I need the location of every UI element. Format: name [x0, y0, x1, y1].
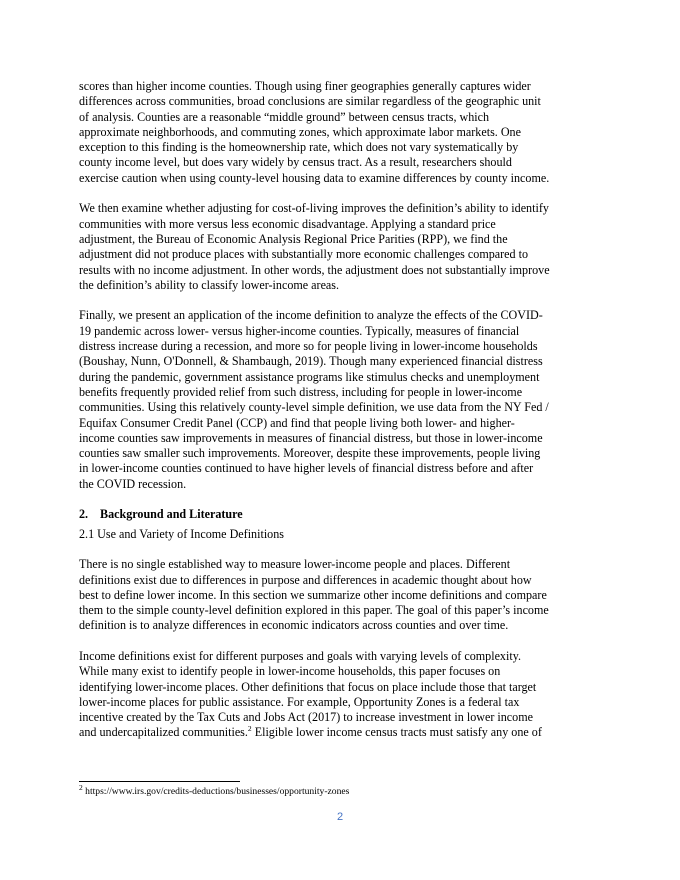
body-paragraph-2: [79, 649, 605, 741]
text-line: Finally, we present an application of the income definition to analyze the effects of the COVID-: [79, 308, 543, 323]
text-line: 19 pandemic across lower- versus higher-income counties. Typically, measures of financial: [79, 323, 520, 338]
footnote-marker: 2: [79, 782, 83, 792]
text-line: [79, 725, 605, 740]
text-line: benefits frequently provided relief from such distress, including for people in lower-income: [79, 384, 523, 399]
intro-paragraph-2: [79, 201, 605, 293]
section-heading: [79, 507, 605, 522]
text-line: income counties saw improvements in measures of financial distress, but those in lower-income: [79, 430, 543, 445]
intro-paragraph-3: [79, 308, 605, 492]
text-segment: Eligible lower income census tracts must satisfy any one of: [251, 725, 542, 740]
text-line: of analysis. Counties are a reasonable “middle ground” between census tracts, which: [79, 109, 490, 124]
text-line: exception to this finding is the homeownership rate, which does not vary systematically by: [79, 140, 519, 155]
footnote-reference[interactable]: 2: [247, 724, 252, 734]
footnote-separator: [79, 781, 240, 782]
text-line: adjustment did not produce places with substantially more economic challenges compared to: [79, 247, 529, 262]
text-line: Income definitions exist for different purposes and goals with varying levels of complexity.: [79, 648, 521, 663]
text-line: Equifax Consumer Credit Panel (CCP) and find that people living both lower- and higher-: [79, 415, 515, 430]
text-line: communities. Using this relatively county-level simple definition, we use data from the NY Fed /: [79, 400, 549, 415]
text-line: exercise caution when using county-level housing data to examine differences by county income.: [79, 170, 550, 185]
text-line: distress increase during a recession, and more so for people living in lower-income households: [79, 339, 538, 354]
text-line: county income level, but does vary widely by census tract. As a result, researchers should: [79, 155, 512, 170]
footnote: [79, 782, 350, 798]
text-line: during the pandemic, government assistance programs like stimulus checks and unemployment: [79, 369, 540, 384]
text-line: lower-income places for public assistance. For example, Opportunity Zones is a federal tax: [79, 694, 520, 709]
intro-paragraph-1: [79, 79, 605, 186]
text-line: scores than higher income counties. Though using finer geographies generally captures wider: [79, 79, 531, 93]
text-line: identifying lower-income places. Other definitions that focus on place include those that target: [79, 679, 537, 694]
text-line: approximate neighborhoods, and commuting zones, which approximate labor markets. One: [79, 124, 521, 139]
text-line: While many exist to identify people in lower-income households, this paper focuses on: [79, 664, 501, 679]
text-line: communities with more versus less economic disadvantage. Applying a standard price: [79, 216, 496, 231]
section-title: Background and Literature: [100, 507, 243, 522]
section-number: 2.: [79, 507, 89, 522]
text-line: the definition’s ability to classify lower-income areas.: [79, 277, 340, 292]
text-line: We then examine whether adjusting for cost-of-living improves the definition’s ability to identify: [79, 201, 549, 216]
page-number: 2: [336, 811, 344, 823]
text-line: (Boushay, Nunn, O'Donnell, & Shambaugh, 2019). Though many experienced financial distress: [79, 354, 543, 369]
body-paragraph-1: [79, 557, 605, 633]
text-line: best to define lower income. In this section we summarize other income definitions and compare: [79, 587, 547, 602]
subsection-heading: 2.1 Use and Variety of Income Definitions: [79, 526, 284, 541]
text-line: counties saw smaller such improvements. Moreover, despite these improvements, people living: [79, 446, 541, 461]
text-line: definition is to analyze differences in economic indicators across counties and over time.: [79, 618, 509, 633]
document-page: [79, 79, 605, 756]
text-line: in lower-income counties continued to have higher levels of financial distress before and after: [79, 461, 534, 476]
text-segment: and undercapitalized communities.: [79, 725, 248, 740]
text-line: There is no single established way to measure lower-income people and places. Different: [79, 557, 511, 572]
text-line: results with no income adjustment. In other words, the adjustment does not substantially improve: [79, 262, 550, 277]
text-line: them to the simple county-level definition explored in this paper. The goal of this paper’s income: [79, 603, 549, 618]
text-line: incentive created by the Tax Cuts and Jobs Act (2017) to increase investment in lower income: [79, 710, 533, 725]
footnote-link[interactable]: https://www.irs.gov/credits-deductions/businesses/opportunity-zones: [82, 786, 350, 797]
text-line: the COVID recession.: [79, 476, 187, 491]
text-line: definitions exist due to differences in purpose and differences in academic thought about how: [79, 572, 532, 587]
text-line: adjustment, the Bureau of Economic Analysis Regional Price Parities (RPP), we find the: [79, 231, 508, 246]
text-line: differences across communities, broad conclusions are similar regardless of the geographic unit: [79, 94, 541, 109]
